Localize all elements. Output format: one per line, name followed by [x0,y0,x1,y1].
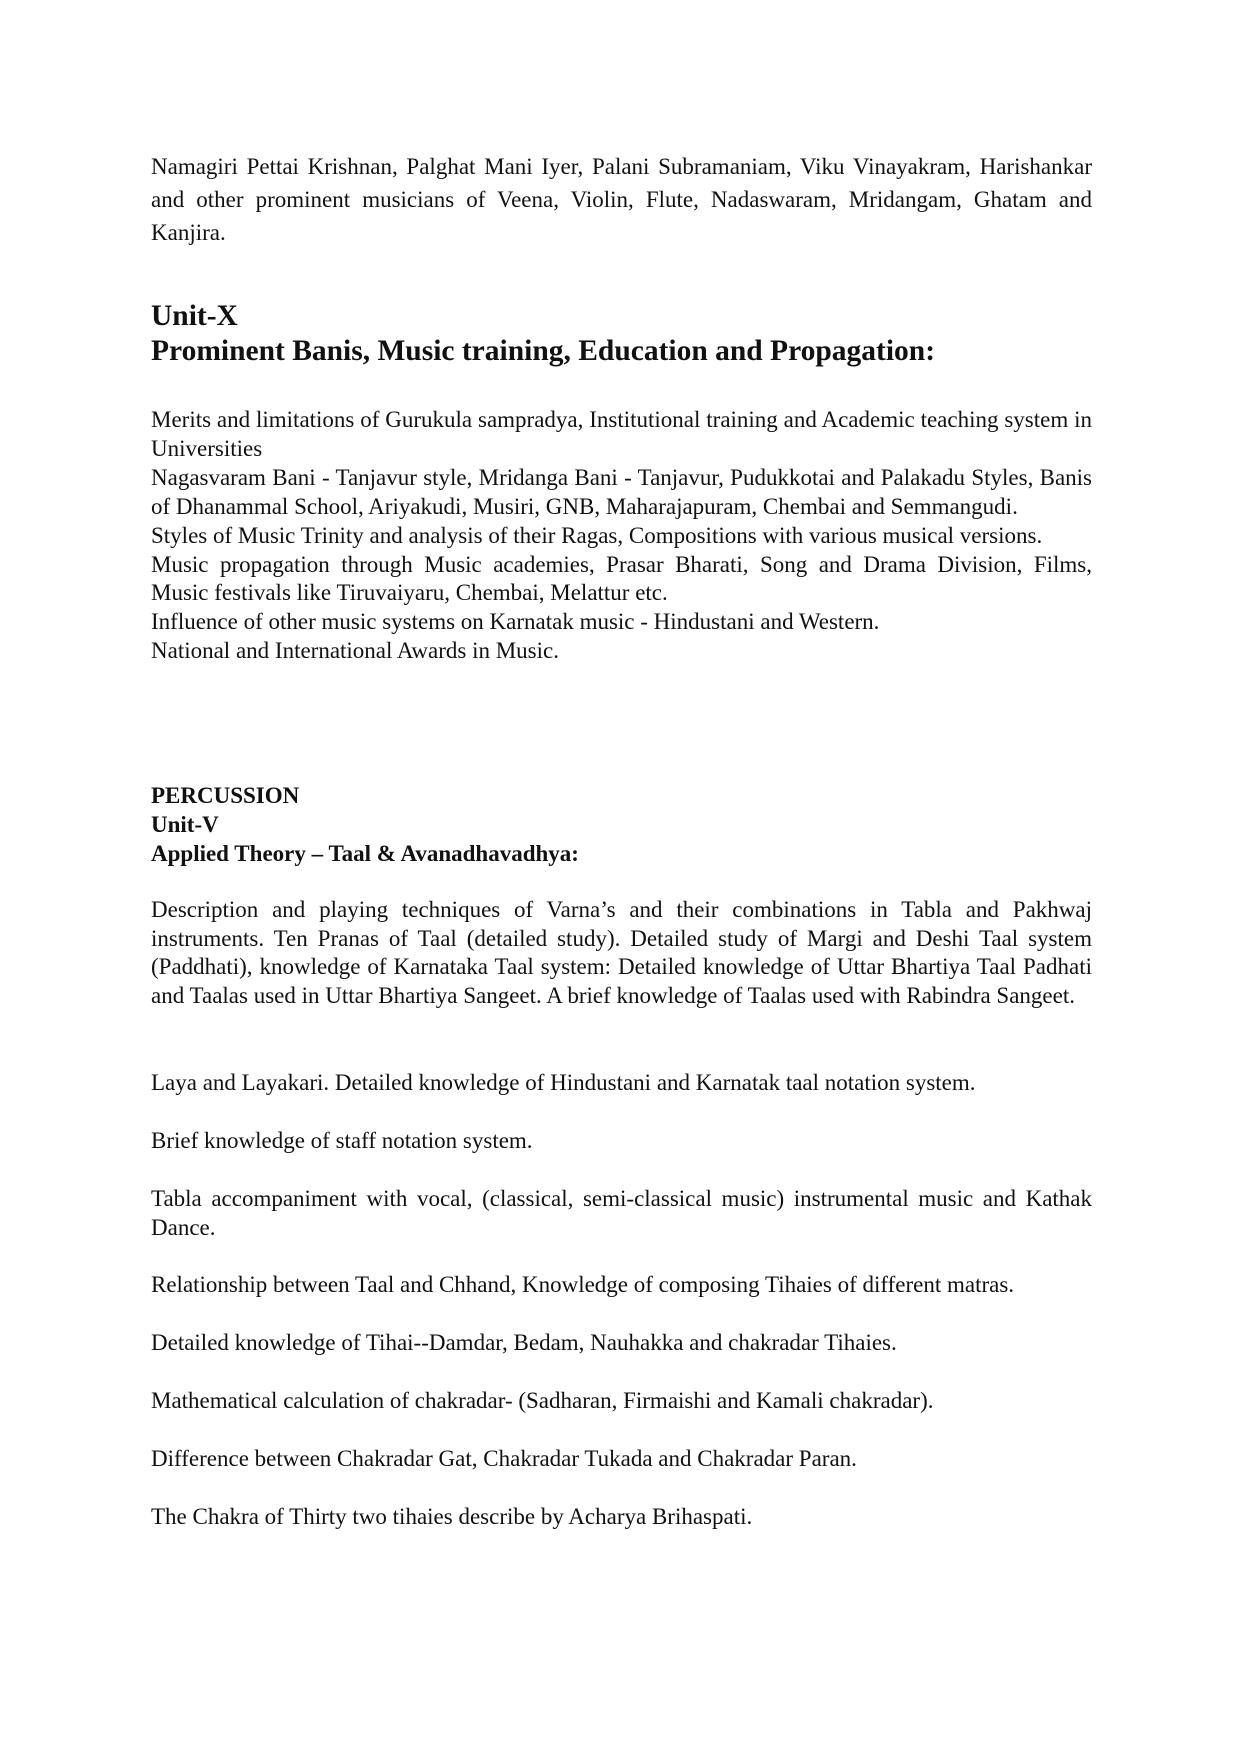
unit-x-item: National and International Awards in Music. [151,638,559,664]
unit-x-item: Influence of other music systems on Karnatak music - Hindustani and Western. [151,609,880,635]
unit-x-title: Unit-X [151,300,238,332]
percussion-paragraph: Description and playing techniques of Varna’s and their combinations in Tabla and Pakhwaj instruments. Ten Pranas of Taal (detailed study). Detailed study of Margi and Deshi Taal system (Paddhati), knowledge of Karnataka Taal system: Detailed knowledge of Uttar Bhartiya Taal Padhati and Taalas used in Uttar Bhartiya Sangeet. A brief knowledge of Taalas used with Rabindra Sangeet. [151,897,1092,1008]
percussion-paragraph: The Chakra of Thirty two tihaies describe by Acharya Brihaspati. [151,1504,753,1529]
percussion-paragraph: Laya and Layakari. Detailed knowledge of Hindustani and Karnatak taal notation system. [151,1070,976,1095]
intro-paragraph: Namagiri Pettai Krishnan, Palghat Mani Iyer, Palani Subramaniam, Viku Vinayakram, Harishankar and other prominent musicians of Veena, Violin, Flute, Nadaswaram, Mridangam, Ghatam and Kanjira. [151,154,1092,245]
unit-x-item: Nagasvaram Bani - Tanjavur style, Mridanga Bani - Tanjavur, Pudukkotai and Palakadu Styles, Banis of Dhanammal School, Ariyakudi, Musiri, GNB, Maharajapuram, Chembai and Semmangudi. [151,464,1092,519]
unit-x-content [151,406,1092,666]
percussion-unit-title: Unit-V [151,812,219,837]
percussion-paragraph: Detailed knowledge of Tihai--Damdar, Bedam, Nauhakka and chakradar Tihaies. [151,1330,897,1355]
percussion-paragraph: Mathematical calculation of chakradar- (Sadharan, Firmaishi and Kamali chakradar). [151,1388,934,1413]
percussion-paragraph: Tabla accompaniment with vocal, (classical, semi-classical music) instrumental music and Kathak Dance. [151,1186,1092,1240]
percussion-paragraph: Brief knowledge of staff notation system. [151,1128,533,1153]
percussion-paragraph: Relationship between Taal and Chhand, Knowledge of composing Tihaies of different matras. [151,1272,1015,1297]
percussion-section-title: PERCUSSION [151,783,300,808]
unit-x-subtitle: Prominent Banis, Music training, Education and Propagation: [151,335,936,367]
percussion-paragraph: Difference between Chakradar Gat, Chakradar Tukada and Chakradar Paran. [151,1446,857,1471]
percussion-subtitle: Applied Theory – Taal & Avanadhavadhya: [151,841,579,866]
unit-x-item: Merits and limitations of Gurukula sampradya, Institutional training and Academic teaching system in Universities [151,407,1092,461]
unit-x-item: Music propagation through Music academies, Prasar Bharati, Song and Drama Division, Films, Music festivals like Tiruvaiyaru, Chembai, Melattur etc. [151,551,1092,606]
unit-x-item: Styles of Music Trinity and analysis of their Ragas, Compositions with various musical versions. [151,522,1043,548]
document-page [151,0,1092,1754]
